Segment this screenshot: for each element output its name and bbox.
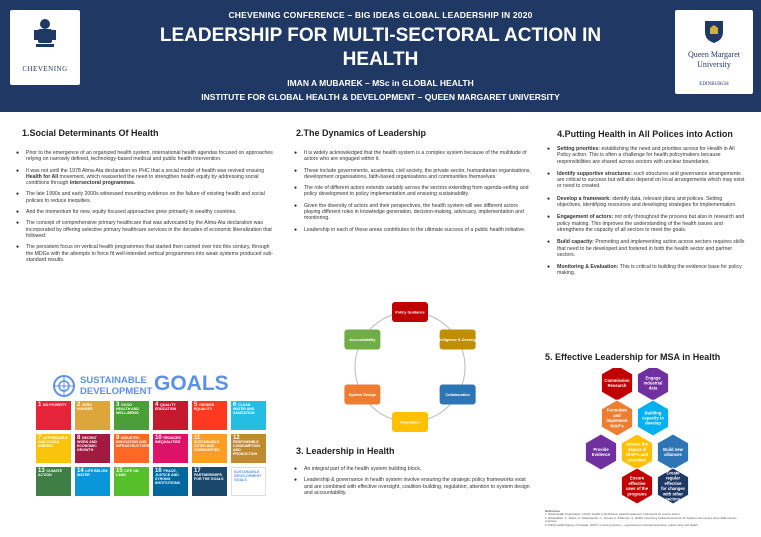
msa-hexagon-label: and (613, 412, 621, 418)
poster-title: LEADERSHIP FOR MULTI-SECTORAL ACTION IN HEALTH (159, 25, 602, 70)
sdg-goal-tile: 13 CLIMATE ACTION (36, 467, 71, 496)
reference-item: 2. Rasanathan, K., Atkins, S., Mwansambo, C., Soucat, A. & Bennett, S. (2018). Governing multisectoral action for health in low-income and middle-income countries. (545, 515, 737, 524)
msa-hexagon (585, 434, 616, 470)
sdg-logo-goals: GOALS (154, 372, 229, 395)
sdg-wheel-tile: SUSTAINABLE DEVELOPMENT GOALS (231, 467, 266, 496)
msa-hexagon-label: Assess the (625, 441, 649, 447)
section4-point: ● Develop a framework: identify data, relevant plans and polices. Setting objectives, identifying resources and developing strategies for implementation. (557, 196, 745, 209)
institute-line: INSTITUTE FOR GLOBAL HEALTH & DEVELOPMENT – QUEEN MARGARET UNIVERSITY (201, 92, 560, 102)
section4-point: ● Setting priorities: establishing the need and priorities across for Health in All Policy action. This is often a challenge for health policymakers because responsibilities are shared across sectors with unclear boundaries. (557, 146, 745, 165)
chevening-logo (10, 10, 80, 85)
section2-points (292, 150, 532, 233)
msa-hexagon (601, 368, 632, 401)
msa-hexagon-label: Formulate (606, 407, 628, 413)
msa-hexagon-label: Industrial (643, 380, 663, 386)
section4-point: ● Engagement of actors: not only throughout the process but also in research and policy making. This improves the understanding of the health issues and strengthens the capacity of all sectors to meet the goals. (557, 214, 745, 233)
leadership-cycle-diagram (336, 295, 484, 440)
cycle-node-label: Regulation (400, 420, 420, 425)
msa-hexagon (621, 468, 652, 504)
cycle-ring (355, 312, 465, 422)
msa-hexagon (637, 400, 668, 436)
cycle-node-label: Policy Guidance (395, 310, 425, 315)
sdg-goal-tile: 11 SUSTAINABLE CITIES AND COMMUNITIES (192, 434, 227, 463)
msa-hexagon-label: programs (627, 491, 647, 497)
msa-hexagon (657, 434, 688, 470)
sdg-goal-tile: 2 ZERO HUNGER (75, 401, 110, 430)
chevening-logo-label: CHEVENING (22, 65, 68, 73)
msa-hexagon-label: alliances (664, 452, 682, 458)
section2-point: ● These include governments, academia, civil society, the private sector, humanitarian organisations, development organisations, faith-based organisations and communities themselves. (304, 168, 532, 181)
poster-header (0, 0, 761, 112)
section4-title: 4.Putting Health in All Polices into Action (557, 129, 733, 139)
msa-hexagon (657, 468, 688, 504)
cycle-node (392, 302, 428, 322)
section2-title: 2.The Dynamics of Leadership (296, 128, 427, 138)
section2-point: ● It is widely acknowledged that the health system is a complex system because of the multitude of actors who are engaged within it. (304, 150, 532, 163)
sdg-goal-tile: 16 PEACE, JUSTICE AND STRONG INSTITUTIONS (153, 467, 188, 496)
section2-point: ● Leadership in each of these areas contributes to the ultimate success of a public health initiative. (304, 227, 532, 233)
msa-hexagon-label: priorities (628, 457, 646, 463)
msa-hexagon-label: for changes (661, 486, 685, 492)
msa-hexagon (601, 400, 632, 436)
cycle-node (392, 412, 428, 432)
msa-hexagon-label: Building (644, 410, 662, 416)
section4-point: ● Build capacity: Promoting and implementing action across sectors requires skills that need to be developed and fostered in both the health sector and partner sectors. (557, 239, 745, 258)
section-leadership-health (292, 446, 532, 501)
university-shield-icon (704, 20, 724, 44)
section4-point: ● Identify supportive structures: such structures and governance arrangements are critical to success but will also depend on local arrangements which may exist or need to created. (557, 171, 745, 190)
section1-point: ● It was not until the 1978 Alma-Ata declaration on PHC that a social model of health was revived ensuing Health for All movement, which reasserted the need to strengthen health equity by addressing social conditions through intersectoral programmes. (26, 168, 276, 187)
cycle-node-label: System Design (348, 393, 376, 397)
sdg-goal-tile: 6 CLEAN WATER AND SANITATION (231, 401, 266, 430)
cycle-node-label: Collaboration (445, 393, 470, 397)
section3-points (292, 466, 532, 496)
references-title: References (545, 509, 561, 513)
msa-hexagon-label: Commission (604, 377, 630, 383)
conference-title: CHEVENING CONFERENCE – BIG IDEAS GLOBAL LEADERSHIP IN 2020 (228, 10, 533, 20)
royal-crest-icon (32, 16, 58, 50)
qmu-logo-city: EDINBURGH (699, 82, 729, 87)
sdg-goal-tile: 1 NO POVERTY (36, 401, 71, 430)
sdg-goal-tile: 10 REDUCED INEQUALITIES (153, 434, 188, 463)
msa-hexagon-label: Research (607, 383, 627, 389)
section5-title: 5. Effective Leadership for MSA in Health (545, 352, 721, 362)
sdg-goal-tile: 9 INDUSTRY, INNOVATION AND INFRASTRUCTURE (114, 434, 149, 463)
msa-hexagon-label: Evidence (591, 452, 611, 458)
msa-hexagon-label: develop (645, 420, 661, 426)
sdg-goal-tile: 4 QUALITY EDUCATION (153, 401, 188, 430)
msa-hexagon-label: uses of the (625, 486, 649, 492)
reference-item: 1. World Health Organization. (2014). Health in All Policies: Helsinki statement. Framework for country action. (545, 512, 681, 517)
msa-hexagon-label: data (648, 385, 658, 391)
msa-hexagon-label: effective (628, 480, 646, 486)
reference-item: 3. Public Health Agency of Canada. (2007). Crossing sectors — experiences in intersectoral action, public policy and health. (545, 522, 699, 527)
cycle-node (436, 330, 480, 350)
sdg-goals-grid (36, 401, 268, 501)
section1-point: ● The concept of comprehensive primary healthcare that was advocated by the Alma-Ata declaration was incorporated by offering selective primary healthcare services in the decades of economic liberalization that followed. (26, 220, 276, 239)
msa-hexagon-label: regular (665, 475, 681, 481)
section1-point: ● The persistent focus on vertical health programmes that started then carried over into this century, through the MDGs with the attempts to force fit well-intended vertical programmes into weak systems produced sub-standard results. (26, 244, 276, 263)
msa-hexagon-label: effective (664, 480, 682, 486)
sdg-goal-tile: 14 LIFE BELOW WATER (75, 467, 110, 496)
cycle-node-label: Intelligence & Oversight (435, 338, 480, 342)
msa-hexagon (637, 368, 668, 401)
msa-hexagon-label: Create (666, 470, 680, 476)
msa-hexagon-label: Build new (663, 446, 683, 452)
section3-point: ● An integral part of the health system building block. (304, 466, 532, 472)
cycle-node (344, 385, 380, 405)
sdg-goal-tile: 5 GENDER EQUALITY (192, 401, 227, 430)
author-line: IMAN A MUBAREK – MSc in GLOBAL HEALTH (287, 78, 474, 88)
sdg-goal-tile: 12 RESPONSIBLE CONSUMPTION AND PRODUCTION (231, 434, 266, 463)
msa-hexagon (621, 434, 652, 470)
section-hiap-action (545, 128, 745, 283)
sdg-logo (52, 372, 252, 402)
section1-title: 1.Social Determinants Of Health (22, 128, 159, 138)
cycle-node (440, 385, 476, 405)
msa-hexagon-label: impact of (627, 446, 647, 452)
section3-point: ● Leadership & governance in health system involve ensuring the strategic policy frameworks exist and are combined with effective oversight, coalition-building, regulation, attention to system design and accountability. (304, 477, 532, 496)
qmu-logo-name: Queen Margaret University (687, 50, 741, 69)
section2-point: ● Given the diversity of actors and their perspectives, the health system will see different actors playing different roles in knowledge generation, decision-making, advocacy, implementation and monitoring. (304, 203, 532, 222)
section2-point: ● The role of different actors extends variably across the sectors extending from agenda-setting and policy development to policy implementation and ensuring sustainability. (304, 185, 532, 198)
sdg-logo-line1: SUSTAINABLE (80, 375, 147, 386)
un-emblem-icon (52, 374, 76, 398)
sdg-goal-tile: 17 PARTNERSHIPS FOR THE GOALS (192, 467, 227, 496)
msa-hexagon-label: HiAP's (610, 423, 624, 429)
section-social-determinants (14, 128, 276, 268)
cycle-node (344, 330, 380, 350)
msa-hexagon-label: Provide (593, 446, 609, 452)
msa-hexagon-label: with other (662, 491, 684, 497)
msa-hexagon-label: HiAP's and (626, 452, 648, 458)
section-dynamics (292, 128, 532, 238)
msa-hexagon-label: capacity to (642, 415, 664, 421)
msa-hexagon-label: Ensure (629, 475, 645, 481)
msa-leadership-hexagons (545, 368, 735, 508)
sdg-goal-tile: 8 DECENT WORK AND ECONOMIC GROWTH (75, 434, 110, 463)
msa-hexagon-label: implement (606, 418, 628, 424)
qmu-logo (675, 10, 753, 94)
msa-hexagon-label: sectors (665, 496, 681, 502)
cycle-node-label: Accountability (349, 338, 376, 342)
sdg-logo-line2: DEVELOPMENT (80, 386, 153, 397)
section4-points (545, 146, 745, 277)
sdg-goal-tile: 3 GOOD HEALTH AND WELL-BEING (114, 401, 149, 430)
section3-title: 3. Leadership in Health (296, 446, 395, 456)
section4-point: ● Monitoring & Evaluation: This is critical to building the evidence base for policy making. (557, 264, 745, 277)
msa-hexagon-label: Engage (645, 375, 661, 381)
section1-point: ● Prior to the emergence of an organized health system, international health agendas focused on approaches relying on narrowly defined, technology-based medical and public health intervention. (26, 150, 276, 163)
sdg-goal-tile: 7 AFFORDABLE AND CLEAN ENERGY (36, 434, 71, 463)
sdg-goal-tile: 15 LIFE ON LAND (114, 467, 149, 496)
section1-points (14, 150, 276, 263)
section1-point: ● And the momentum for new, equity focused approaches grew primarily in wealthy countries. (26, 209, 276, 215)
references (545, 510, 745, 527)
section1-point: ● The late 1990s and early 2000s witnessed mounting evidence on the failure of existing health and social policies to reduce inequities. (26, 191, 276, 204)
